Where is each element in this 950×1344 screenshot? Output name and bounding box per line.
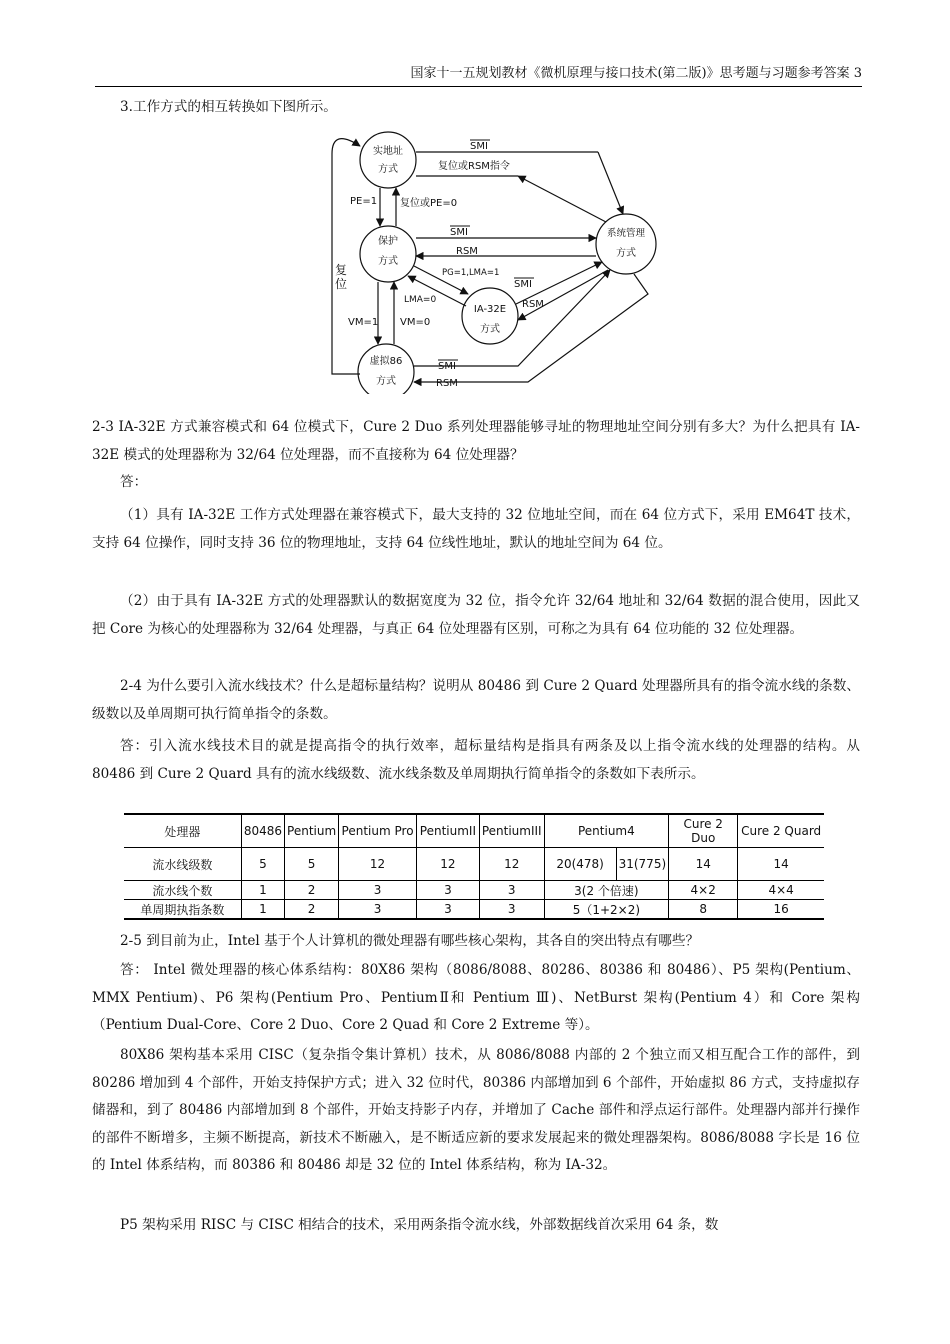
table-cell: 2 bbox=[285, 881, 339, 900]
protected-mode-node bbox=[360, 226, 416, 282]
table-cell: 5 bbox=[285, 848, 339, 881]
header-cell: 处理器 bbox=[124, 814, 241, 848]
pg-lma-label: PG=1,LMA=1 bbox=[442, 268, 500, 278]
smi-label-1: SMI bbox=[470, 141, 488, 152]
rsm-label-3: RSM bbox=[436, 378, 458, 389]
table-cell: 8 bbox=[669, 900, 738, 920]
table-header-row bbox=[124, 814, 824, 848]
ia32e-mode-node bbox=[462, 288, 518, 344]
header-cell: Cure 2 Duo bbox=[669, 814, 738, 848]
question-2-4: 2-4 为什么要引入流水线技术？什么是超标量结构？说明从 80486 到 Cure 2 Quard 处理器所具有的指令流水线的条数、级数以及单周期可执行简单指令的条数。 bbox=[92, 678, 860, 722]
table-row bbox=[124, 881, 824, 900]
table-cell: 1 bbox=[241, 881, 284, 900]
table-cell: 4×4 bbox=[738, 881, 824, 900]
smi-label-4: SMI bbox=[438, 361, 456, 372]
answer-2-3-part1: （1）具有 IA-32E 工作方式处理器在兼容模式下，最大支持的 32 位地址空间，而在 64 位方式下，采用 EM64T 技术，支持 64 位操作，同时支持 36 位的物理地址，支持 64 位线性地址，默认的地址空间为 64 位。 bbox=[92, 507, 860, 551]
real-mode-label-2: 方式 bbox=[378, 164, 398, 175]
table-row bbox=[124, 848, 824, 881]
table-cell: 3 bbox=[416, 900, 479, 920]
page-header: 国家十一五规划教材《微机原理与接口技术(第二版)》思考题与习题参考答案 3 bbox=[95, 64, 862, 87]
table-cell: 3 bbox=[479, 881, 544, 900]
answer-2-4: 答：引入流水线技术目的就是提高指令的执行效率，超标量结构是指具有两条及以上指令流水线的处理器的结构。从 80486 到 Cure 2 Quard 具有的流水线级数、流水线条数及单周期执行简单指令的条数如下表所示。 bbox=[92, 738, 860, 782]
table-cell: 12 bbox=[416, 848, 479, 881]
protected-mode-label-1: 保护 bbox=[378, 236, 398, 247]
table-cell: 31(775) bbox=[616, 848, 669, 881]
table-row bbox=[124, 900, 824, 920]
rsm-label-1: RSM bbox=[456, 246, 478, 257]
row-label: 流水线级数 bbox=[124, 848, 241, 881]
row-label: 单周期执指条数 bbox=[124, 900, 241, 920]
smi-label-2: SMI bbox=[450, 227, 468, 238]
table-cell: 14 bbox=[738, 848, 824, 881]
reset-pe0-label: 复位或PE=0 bbox=[400, 198, 458, 209]
diagram-intro: 3.工作方式的相互转换如下图所示。 bbox=[120, 99, 337, 115]
header-cell: PentiumIII bbox=[479, 814, 544, 848]
table-cell: 14 bbox=[669, 848, 738, 881]
table-cell: 3 bbox=[416, 881, 479, 900]
table-cell: 4×2 bbox=[669, 881, 738, 900]
table-cell: 16 bbox=[738, 900, 824, 920]
table-cell: 5 bbox=[241, 848, 284, 881]
answer-2-5-part2: 80X86 架构基本采用 CISC（复杂指令集计算机）技术，从 8086/8088 内部的 2 个独立而又相互配合工作的部件，到 80286 增加到 4 个部件，开始支持保护方式；进入 32 位时代，80386 内部增加到 6 个部件，开始虚拟 86 方式，支持虚拟存储器和，到了 80486 内部增加到 8 个部件，开始支持影子内存，并增加了 Cache 部件和浮点运行部件。处理器内部并行操作的部件不断增多，主频不断提高，新技术不断融入，是不断适应新的要求发展起来的微处理器架构。8086/8088 字长是 16 位的 Intel 体系结构，而 80386 和 80486 却是 32 位的 Intel 体系结构，称为 IA-32。 bbox=[92, 1047, 860, 1173]
smm-mode-label-2: 方式 bbox=[616, 248, 636, 259]
pe1-label: PE=1 bbox=[350, 196, 378, 207]
answer-2-5-part1: 答： Intel 微处理器的核心体系结构：80X86 架构（8086/8088、80286、80386 和 80486）、P5 架构(Pentium、MMX Pentium)、P6 架构(Pentium Pro、PentiumⅡ和 Pentium Ⅲ)、NetBurst 架构(Pentium 4）和 Core 架构（Pentium Dual-Core、Core 2 Duo、Core 2 Quad 和 Core 2 Extreme 等）。 bbox=[92, 962, 860, 1033]
header-cell: Pentium4 bbox=[544, 814, 669, 848]
table-cell: 3(2 个倍速) bbox=[544, 881, 669, 900]
reset-rsm-label: 复位或RSM指令 bbox=[438, 161, 510, 172]
smi-label-3: SMI bbox=[514, 279, 532, 290]
ia32e-mode-label-2: 方式 bbox=[480, 324, 500, 335]
ia32e-mode-label-1: IA-32E bbox=[473, 304, 507, 315]
v86-mode-label-2: 方式 bbox=[376, 376, 396, 387]
v86-mode-label-1: 虚拟86 bbox=[369, 356, 403, 367]
table-cell: 2 bbox=[285, 900, 339, 920]
pipeline-table bbox=[124, 813, 824, 920]
reset-char-1: 复 bbox=[335, 263, 348, 277]
header-cell: Cure 2 Quard bbox=[738, 814, 824, 848]
rsm-label-2: RSM bbox=[522, 299, 544, 310]
reset-char-2: 位 bbox=[335, 277, 348, 291]
question-2-5: 2-5 到目前为止，Intel 基于个人计算机的微处理器有哪些核心架构，其各自的突出特点有哪些？ bbox=[120, 933, 700, 949]
answer-2-5-part3: P5 架构采用 RISC 与 CISC 相结合的技术，采用两条指令流水线，外部数据线首次采用 64 条，数 bbox=[120, 1217, 719, 1233]
protected-mode-label-2: 方式 bbox=[378, 256, 398, 267]
vm0-label: VM=0 bbox=[400, 317, 431, 328]
lma0-label: LMA=0 bbox=[404, 295, 437, 305]
header-cell: Pentium bbox=[285, 814, 339, 848]
table-cell: 12 bbox=[339, 848, 417, 881]
smm-mode-label-1: 系统管理 bbox=[606, 228, 646, 239]
header-cell: Pentium Pro bbox=[339, 814, 417, 848]
header-cell: PentiumII bbox=[416, 814, 479, 848]
table-cell: 3 bbox=[479, 900, 544, 920]
table-cell: 1 bbox=[241, 900, 284, 920]
smm-mode-node bbox=[596, 214, 656, 274]
table-cell: 12 bbox=[479, 848, 544, 881]
table-cell: 3 bbox=[339, 900, 417, 920]
table-cell: 5（1+2×2) bbox=[544, 900, 669, 920]
row-label: 流水线个数 bbox=[124, 881, 241, 900]
mode-transition-diagram bbox=[318, 124, 678, 394]
real-mode-label-1: 实地址 bbox=[373, 146, 403, 157]
answer-label-2-3: 答： bbox=[120, 474, 148, 490]
table-cell: 20(478) bbox=[544, 848, 616, 881]
answer-2-3-part2: （2）由于具有 IA-32E 方式的处理器默认的数据宽度为 32 位，指令允许 32/64 地址和 32/64 数据的混合使用，因此又把 Core 为核心的处理器称为 32/64 处理器，与真正 64 位处理器有区别，可称之为具有 64 位功能的 32 位处理器。 bbox=[92, 593, 860, 637]
question-2-3: 2-3 IA-32E 方式兼容模式和 64 位模式下，Cure 2 Duo 系列处理器能够寻址的物理地址空间分别有多大？为什么把具有 IA-32E 模式的处理器称为 32/64 位处理器，而不直接称为 64 位处理器？ bbox=[92, 419, 860, 463]
table-cell: 3 bbox=[339, 881, 417, 900]
real-mode-node bbox=[360, 132, 416, 188]
vm1-label: VM=1 bbox=[348, 317, 379, 328]
header-cell: 80486 bbox=[241, 814, 284, 848]
